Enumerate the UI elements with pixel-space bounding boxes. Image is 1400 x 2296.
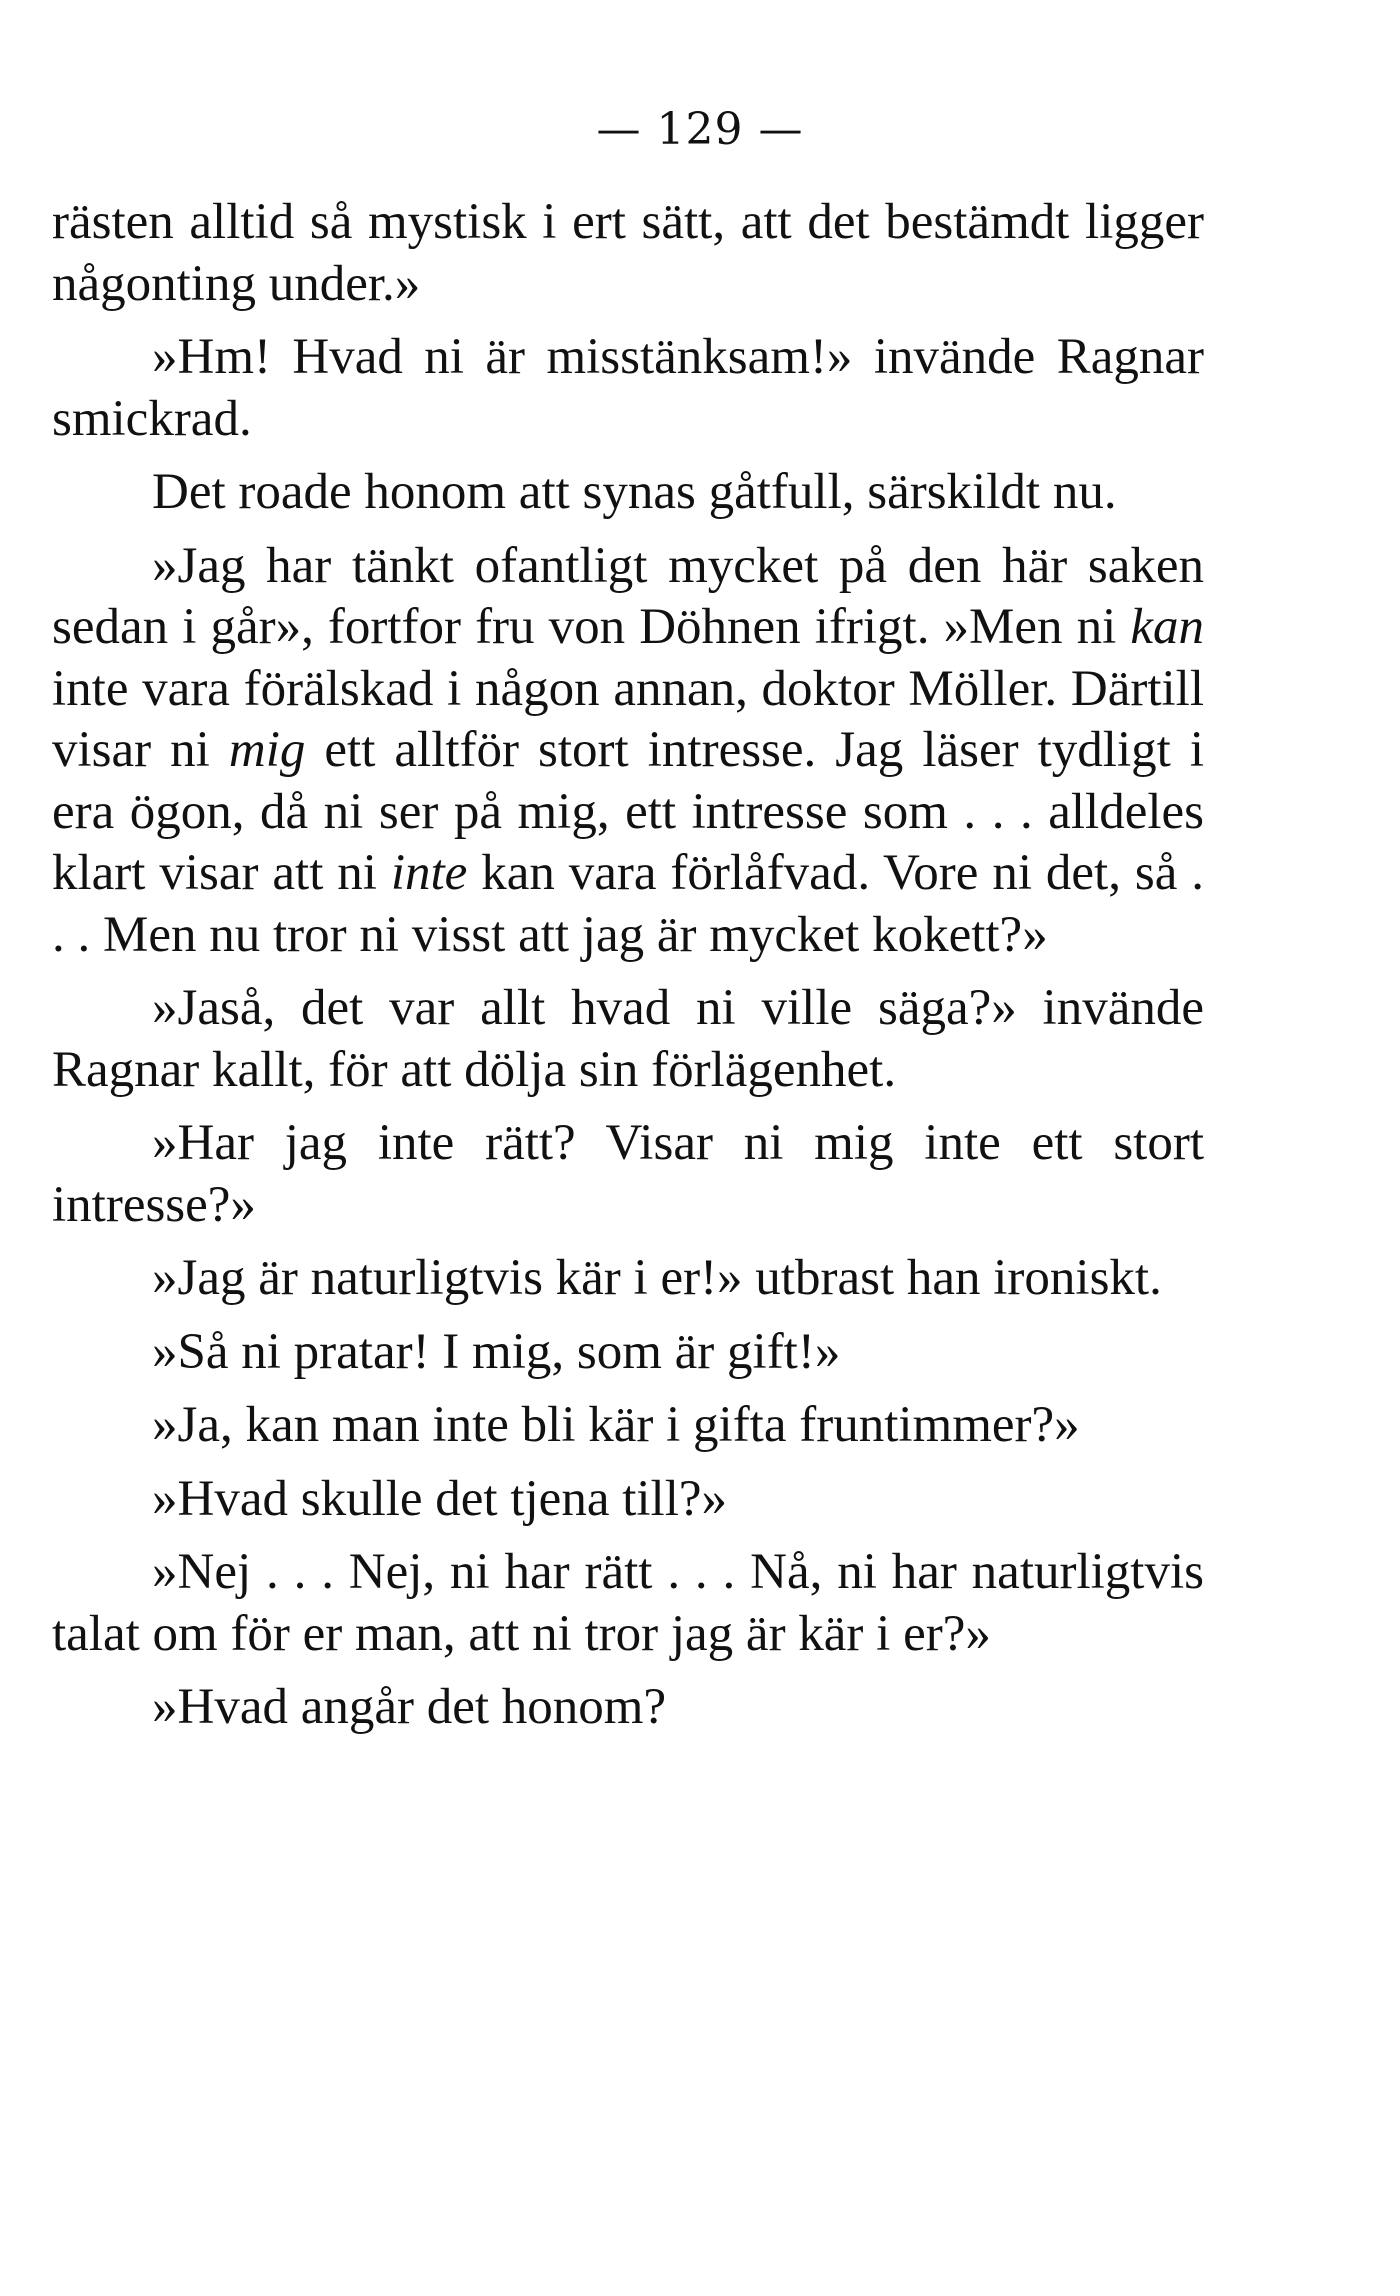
paragraph bbox=[52, 327, 1204, 450]
text-run: inte vara förälskad i någon annan, doktor Möller. Därtill visar ni bbox=[52, 660, 1204, 778]
text-run: kan vara förlåfvad. Vore ni det, så . . . Men nu tror ni visst att jag är mycket kokett?» bbox=[52, 845, 1204, 963]
italic-word: inte bbox=[390, 845, 468, 901]
italic-word: kan bbox=[1130, 599, 1204, 655]
paragraph bbox=[52, 1395, 1204, 1457]
text-run: »Jag är naturligtvis kär i er!» utbrast han ironiskt. bbox=[152, 1250, 1162, 1306]
text-run: »Hm! Hvad ni är misstänksam!» invände Ragnar smickrad. bbox=[52, 329, 1204, 447]
page-number: — 129 — bbox=[596, 104, 804, 155]
italic-word: mig bbox=[228, 722, 306, 778]
paragraph bbox=[52, 1322, 1204, 1384]
paragraph bbox=[52, 1113, 1204, 1236]
paragraph bbox=[52, 1542, 1204, 1665]
paragraph bbox=[52, 1677, 1204, 1739]
text-run: »Så ni pratar! I mig, som är gift!» bbox=[152, 1323, 841, 1380]
text-run: ett alltför stort intresse. Jag läser tydligt i era ögon, då ni ser på mig, ett intresse som . . . alldeles klart visar att ni bbox=[52, 722, 1204, 901]
paragraph bbox=[52, 1248, 1204, 1310]
text-run: rästen alltid så mystisk i ert sätt, att det bestämdt ligger någonting under.» bbox=[52, 194, 1204, 312]
paragraph bbox=[52, 1469, 1204, 1531]
text-run: »Nej . . . Nej, ni har rätt . . . Nå, ni har naturligtvis talat om för er man, att ni tror jag är kär i er?» bbox=[52, 1544, 1204, 1662]
text-run: »Jag har tänkt ofantligt mycket på den här saken sedan i går», fortfor fru von Döhnen ifrigt. »Men ni bbox=[52, 537, 1204, 655]
text-run: »Ja, kan man inte bli kär i gifta fruntimmer?» bbox=[152, 1397, 1080, 1453]
text-run: »Har jag inte rätt? Visar ni mig inte ett stort intresse?» bbox=[52, 1115, 1204, 1233]
paragraph bbox=[52, 978, 1204, 1101]
body-text bbox=[52, 192, 1204, 1739]
paragraph bbox=[52, 462, 1204, 524]
text-run: »Hvad angår det honom? bbox=[152, 1679, 667, 1735]
text-run: Det roade honom att synas gåtfull, särskildt nu. bbox=[152, 464, 1117, 520]
paragraph bbox=[52, 536, 1204, 967]
text-run: »Jaså, det var allt hvad ni ville säga?» invände Ragnar kallt, för att dölja sin förlägenhet. bbox=[52, 980, 1204, 1098]
text-run: »Hvad skulle det tjena till?» bbox=[152, 1470, 728, 1527]
paragraph bbox=[52, 192, 1204, 315]
